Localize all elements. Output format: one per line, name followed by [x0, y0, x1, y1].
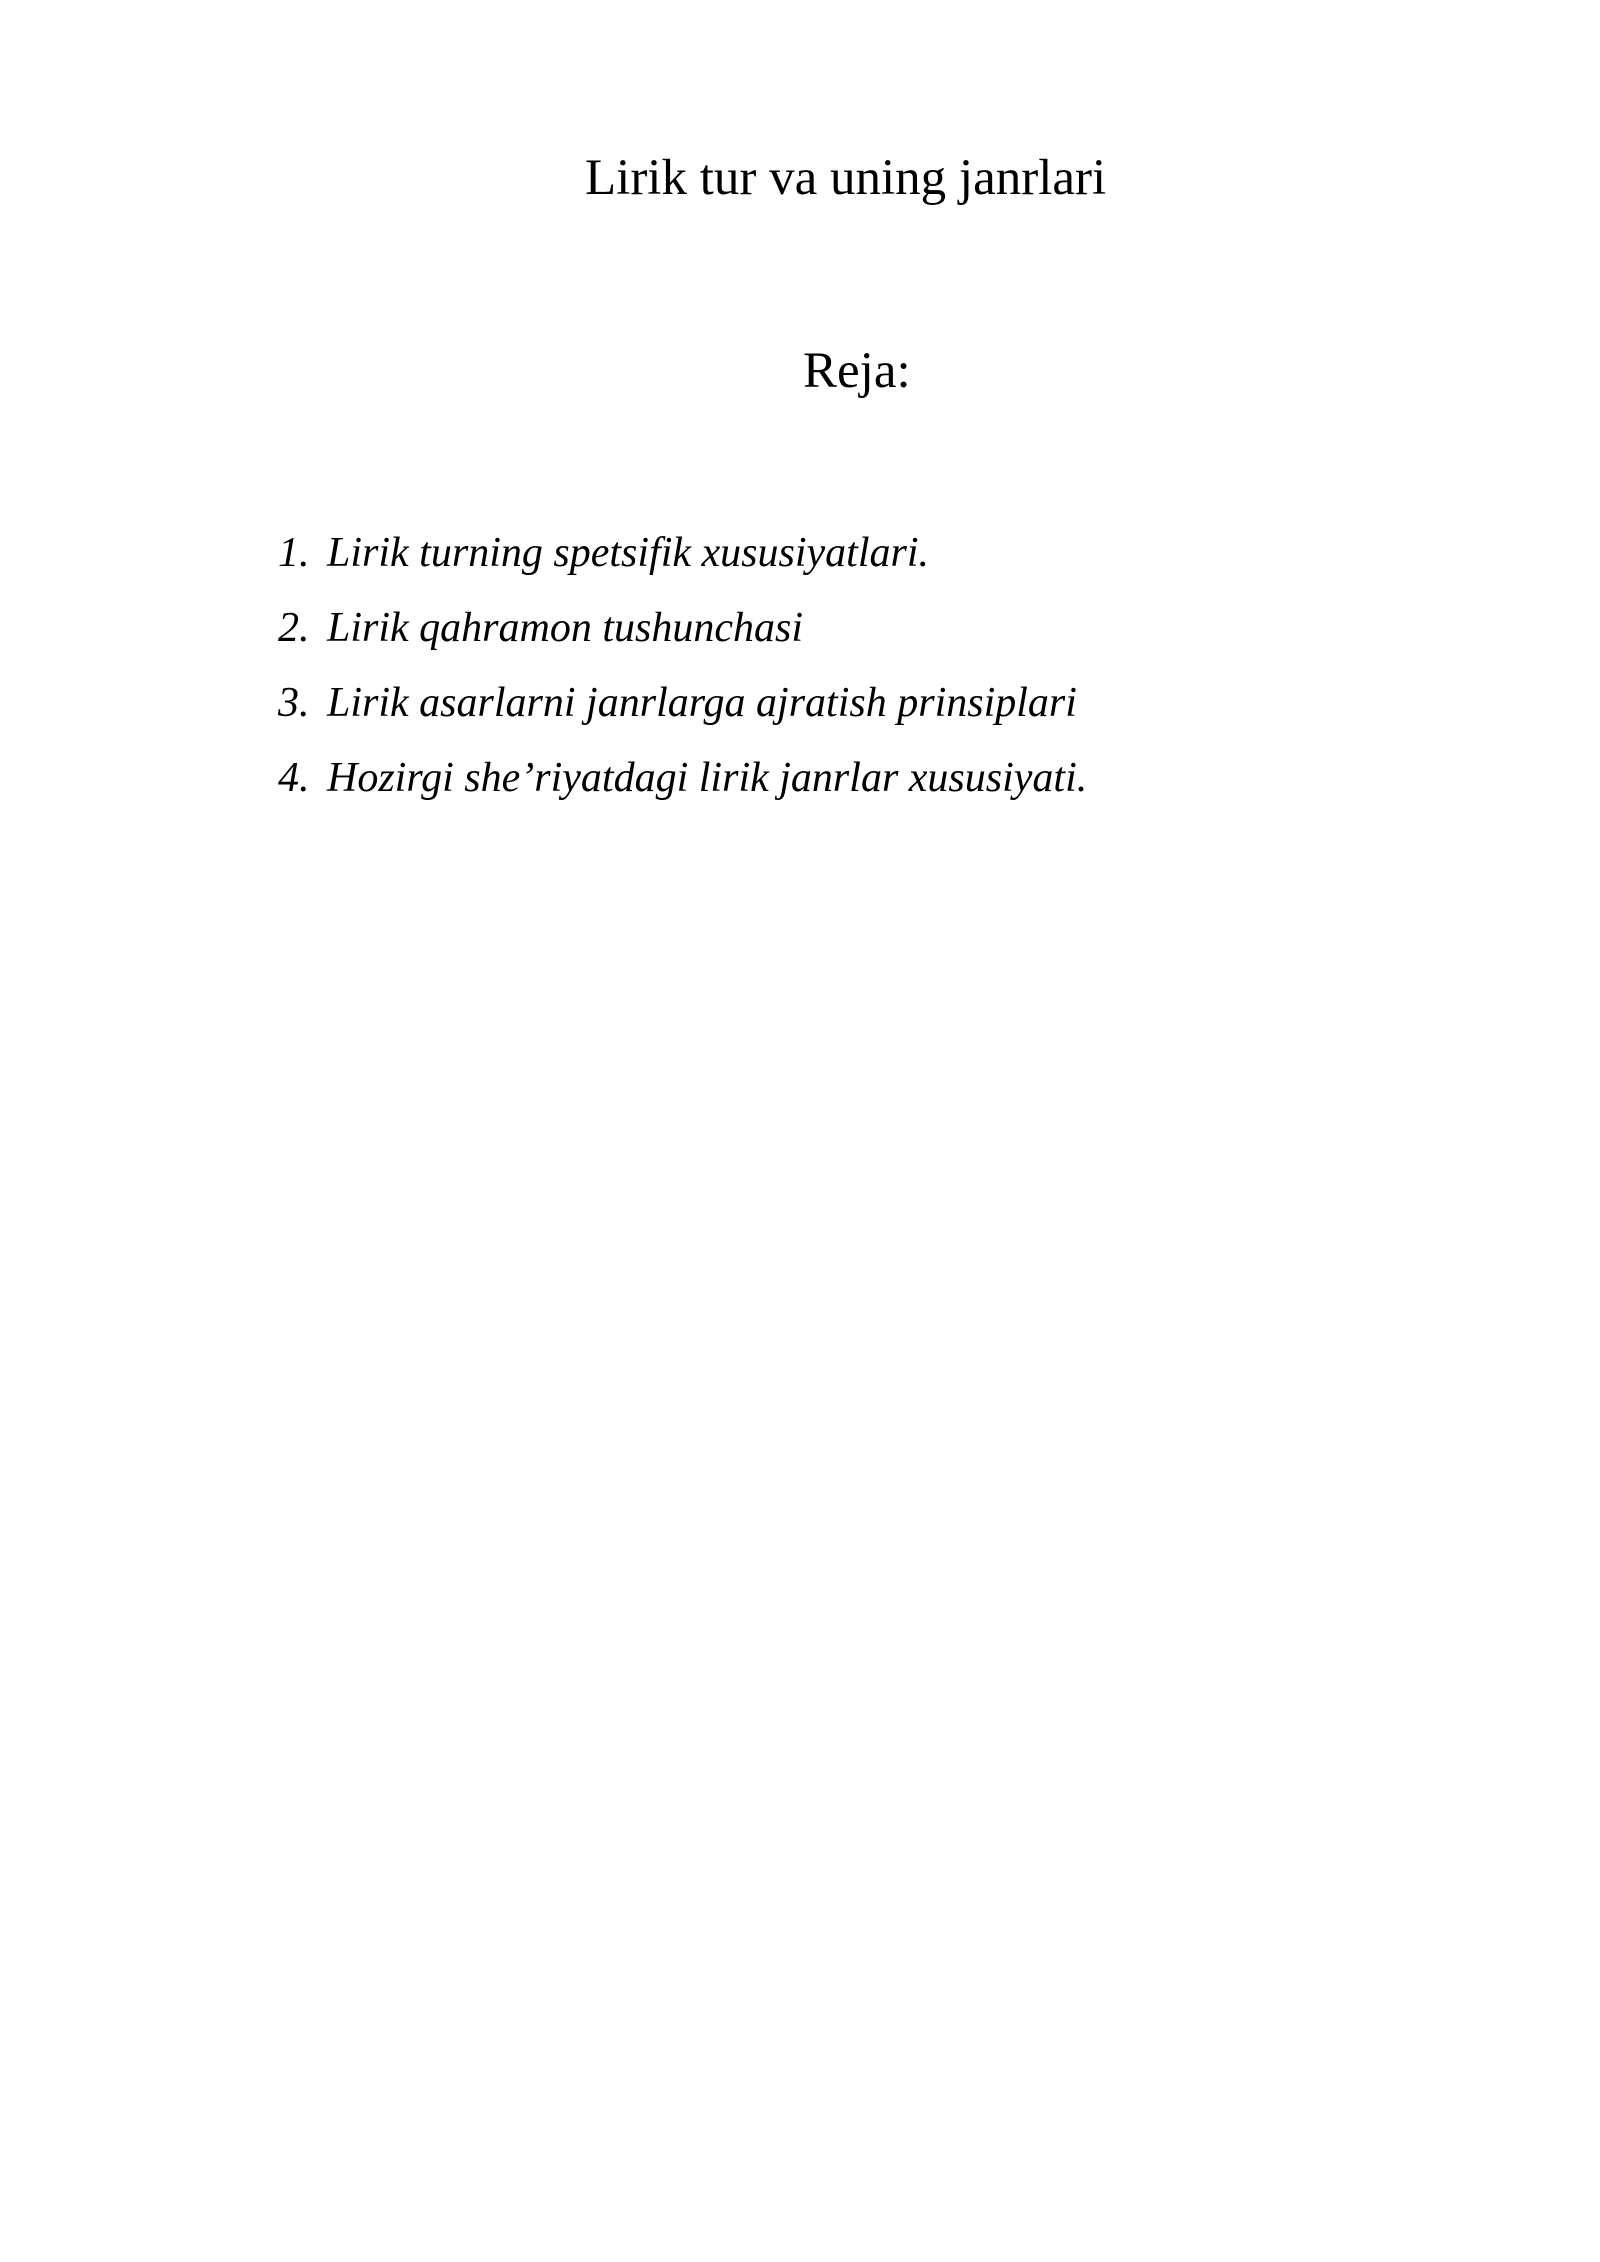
- plan-list: [278, 527, 1087, 827]
- list-item: [278, 677, 1087, 752]
- plan-heading: Reja:: [803, 343, 911, 399]
- list-item-text: Hozirgi she’riyatdagi lirik janrlar xususiyati.: [327, 755, 1088, 801]
- list-item-text: Lirik asarlarni janrlarga ajratish prinsiplari: [327, 680, 1077, 726]
- list-item-number: 4.: [278, 755, 310, 801]
- list-item-text: Lirik turning spetsifik xususiyatlari.: [327, 530, 930, 576]
- list-item-text: Lirik qahramon tushunchasi: [327, 605, 804, 651]
- list-item: [278, 527, 1087, 602]
- list-item: [278, 752, 1087, 827]
- document-title: Lirik tur va uning janrlari: [585, 150, 1107, 206]
- list-item-number: 3.: [278, 680, 310, 726]
- list-item-number: 1.: [278, 530, 310, 576]
- list-item-number: 2.: [278, 605, 310, 651]
- list-item: [278, 602, 1087, 677]
